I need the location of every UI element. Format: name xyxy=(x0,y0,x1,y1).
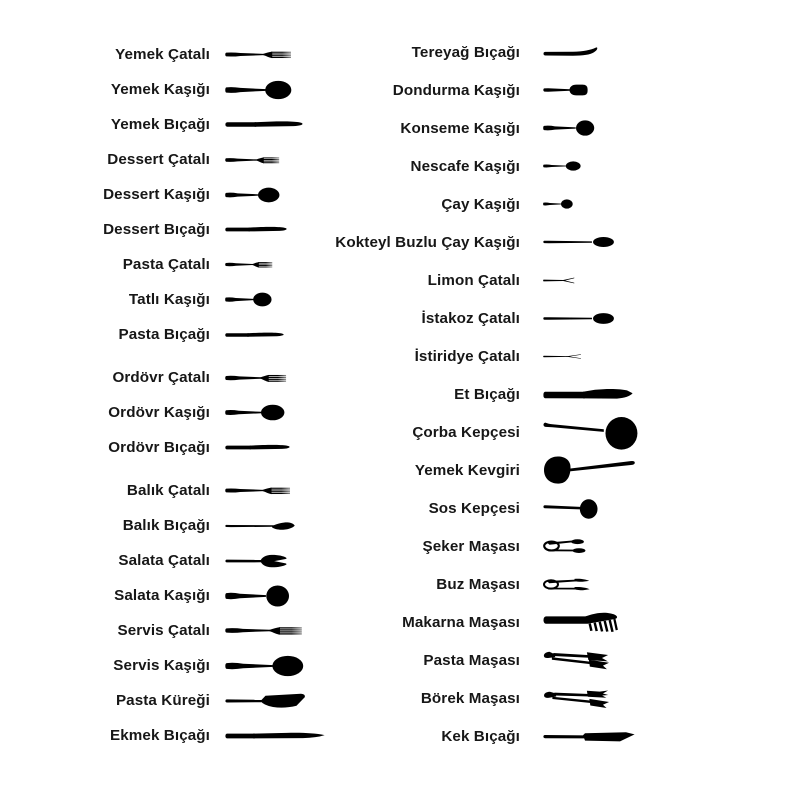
dinner-spoon-icon xyxy=(225,80,292,100)
hors-doeuvre-knife-icon xyxy=(225,442,290,453)
ice-cream-spoon-icon xyxy=(543,83,588,97)
serving-fork-icon xyxy=(225,623,303,638)
sugar-tongs-icon xyxy=(543,539,586,553)
row-kek-bicagi xyxy=(320,717,800,755)
salad-fork-icon xyxy=(225,553,288,569)
item-label: Çay Kaşığı xyxy=(441,195,520,213)
row-cay-kasigi xyxy=(320,185,800,223)
item-label: Konseme Kaşığı xyxy=(400,119,520,137)
row-dondurma-kasigi xyxy=(320,71,800,109)
lemon-fork-icon xyxy=(543,276,576,285)
item-label: Nescafe Kaşığı xyxy=(410,157,520,175)
ice-tongs-icon xyxy=(543,578,591,591)
item-label: Dondurma Kaşığı xyxy=(392,81,520,99)
item-label: Sos Kepçesi xyxy=(428,499,520,517)
hors-doeuvre-spoon-icon xyxy=(225,404,285,421)
item-label: Salata Kaşığı xyxy=(114,587,210,604)
item-label: Ordövr Çatalı xyxy=(112,369,210,386)
item-label: Yemek Bıçağı xyxy=(110,116,210,133)
consomme-spoon-icon xyxy=(543,120,595,136)
row-istakoz-catali xyxy=(320,299,800,337)
steak-knife-icon xyxy=(543,387,633,401)
dinner-knife-icon xyxy=(225,118,303,131)
item-label: Dessert Kaşığı xyxy=(103,186,210,203)
item-label: Makarna Maşası xyxy=(402,613,520,631)
row-limon-catali xyxy=(320,261,800,299)
item-label: Yemek Çatalı xyxy=(115,46,210,63)
item-label: Servis Çatalı xyxy=(117,622,210,639)
row-yemek-kevgiri xyxy=(320,451,800,489)
row-nescafe-kasigi xyxy=(320,147,800,185)
item-label: Et Bıçağı xyxy=(454,385,520,403)
iced-tea-spoon-icon xyxy=(543,236,615,248)
salad-spoon-icon xyxy=(225,585,290,607)
dessert-fork-icon xyxy=(225,154,280,166)
item-label: Ordövr Kaşığı xyxy=(108,404,210,421)
serving-spoon-icon xyxy=(225,655,304,677)
row-et-bicagi xyxy=(320,375,800,413)
row-seker-masasi xyxy=(320,527,800,565)
item-label: Tereyağ Bıçağı xyxy=(411,43,520,61)
sauce-ladle-icon xyxy=(543,497,599,519)
item-label: İstiridye Çatalı xyxy=(414,347,520,365)
pastry-fork-icon xyxy=(225,259,273,270)
oyster-fork-icon xyxy=(543,353,583,360)
item-label: Pasta Bıçağı xyxy=(118,326,210,343)
pastry-knife-icon xyxy=(225,330,284,340)
item-label: Yemek Kaşığı xyxy=(110,81,210,98)
item-label: Kokteyl Buzlu Çay Kaşığı xyxy=(335,233,520,251)
item-label: Balık Çatalı xyxy=(126,482,210,499)
item-label: Balık Bıçağı xyxy=(122,517,210,534)
pasta-tongs-icon xyxy=(543,611,619,633)
bread-knife-icon xyxy=(225,730,325,742)
dinner-fork-icon xyxy=(225,48,292,61)
lobster-fork-icon xyxy=(543,312,615,325)
item-label: Pasta Küreği xyxy=(115,692,210,709)
item-label: Servis Kaşığı xyxy=(113,657,210,674)
hors-doeuvre-fork-icon xyxy=(225,371,287,385)
item-label: Börek Maşası xyxy=(420,689,520,707)
item-label: Buz Maşası xyxy=(436,575,520,593)
item-label: Dessert Çatalı xyxy=(107,151,210,168)
item-label: Ordövr Bıçağı xyxy=(108,439,210,456)
item-label: Limon Çatalı xyxy=(427,271,520,289)
row-borek-masasi xyxy=(320,679,800,717)
cake-tongs-icon xyxy=(543,649,614,671)
item-label: İstakoz Çatalı xyxy=(421,309,520,327)
cake-knife-icon xyxy=(543,729,635,743)
row-sos-kepcesi xyxy=(320,489,800,527)
cake-server-icon xyxy=(225,691,306,711)
row-tereyag-bicagi xyxy=(320,33,800,71)
fish-knife-icon xyxy=(225,520,295,532)
row-konseme-kasigi xyxy=(320,109,800,147)
row-kokteyl-buzlu-cay-kasigi xyxy=(320,223,800,261)
pastry-tongs-icon xyxy=(543,686,614,710)
dessert-knife-icon xyxy=(225,224,287,235)
item-label: Pasta Maşası xyxy=(423,651,520,669)
tea-spoon-icon xyxy=(543,199,573,209)
instant-coffee-spoon-icon xyxy=(543,161,581,171)
item-label: Dessert Bıçağı xyxy=(103,221,210,238)
butter-knife-icon xyxy=(543,46,598,58)
right-column xyxy=(320,0,800,755)
item-label: Yemek Kevgiri xyxy=(414,461,520,479)
soup-ladle-icon xyxy=(543,414,644,450)
item-label: Pasta Çatalı xyxy=(122,256,210,273)
sweet-spoon-icon xyxy=(225,292,272,307)
item-label: Salata Çatalı xyxy=(118,552,210,569)
row-istiridye-catali xyxy=(320,337,800,375)
skimmer-ladle-icon xyxy=(543,454,636,486)
item-label: Ekmek Bıçağı xyxy=(110,727,210,744)
fish-fork-icon xyxy=(225,484,291,497)
item-label: Kek Bıçağı xyxy=(441,727,520,745)
item-label: Şeker Maşası xyxy=(422,537,520,555)
dessert-spoon-icon xyxy=(225,187,280,203)
row-pasta-masasi xyxy=(320,641,800,679)
item-label: Çorba Kepçesi xyxy=(412,423,520,441)
row-corba-kepcesi xyxy=(320,413,800,451)
item-label: Tatlı Kaşığı xyxy=(128,291,210,308)
row-makarna-masasi xyxy=(320,603,800,641)
row-buz-masasi xyxy=(320,565,800,603)
